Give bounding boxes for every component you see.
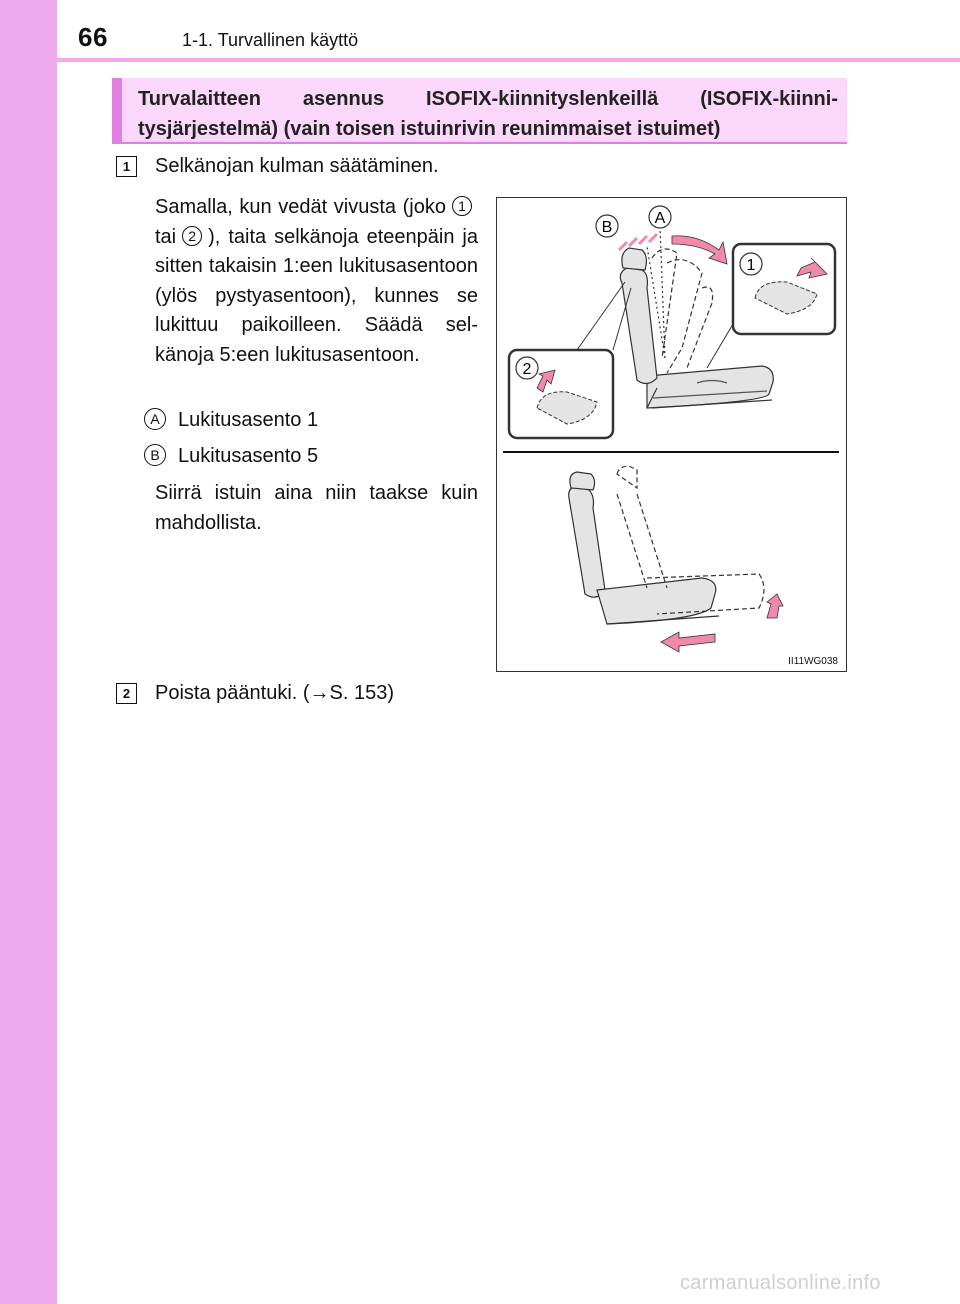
step-2-number: 2 (116, 683, 137, 704)
step-2-title-post: S. 153) (329, 682, 395, 704)
step-1-note: Siirrä istuin aina niin taakse kuin mahdollista. (155, 482, 478, 534)
label-b: B (601, 219, 613, 236)
section-title: Turvalaitteen asennus ISOFIX-kiinnityslenkeillä (ISOFIX-kiinni-tysjärjestelmä) (vain toisen istuinrivin reunimmaiset istuimet) (138, 88, 838, 140)
watermark: carmanualsonline.info (680, 1272, 881, 1294)
body-text-mid: tai (155, 225, 177, 248)
label-b-marker (596, 215, 618, 237)
inset-lever-2 (509, 282, 631, 438)
legend-b (144, 444, 318, 468)
step-1-number: 1 (116, 156, 137, 177)
body-text-pre: Samalla, kun vedät vivusta (joko (155, 196, 446, 218)
step-2-title-pre: Poista pääntuki. ( (155, 682, 310, 704)
label-a-marker (649, 206, 671, 228)
step-2-title (155, 682, 394, 705)
legend-text-a: Lukitusasento 1 (178, 409, 319, 431)
bottom-seat (569, 466, 764, 624)
label-a: A (654, 210, 666, 227)
legend-a (144, 408, 318, 432)
label-2: 2 (522, 361, 532, 378)
side-strip (0, 0, 57, 1304)
lever-ref-1: 1 (452, 196, 472, 216)
legend-key-b: B (144, 444, 166, 466)
header-rule (57, 58, 960, 62)
step-1-body (155, 193, 478, 370)
lever-ref-2: 2 (182, 226, 202, 246)
seat-illustration (496, 197, 847, 672)
body-text-post: ), taita selkänoja eteenpäin ja sitten takaisin 1:een lukitusasentoon (ylös pystyasentoon), kunnes se lukittuu paikoilleen. Säädä sel-känoja 5:een lukitusasentoon. (155, 225, 478, 366)
seat-drawing (497, 198, 845, 670)
legend-text-b: Lukitusasento 5 (178, 445, 319, 467)
step-1-title: Selkänojan kulman säätäminen. (155, 155, 439, 177)
legend-key-a: A (144, 408, 166, 430)
label-1: 1 (746, 257, 756, 274)
section-box (112, 78, 847, 144)
arrow-icon: → (309, 682, 330, 704)
figure-code: II11WG038 (788, 656, 838, 667)
page-number: 66 (78, 22, 108, 52)
chapter-title: 1-1. Turvallinen käyttö (182, 30, 359, 50)
